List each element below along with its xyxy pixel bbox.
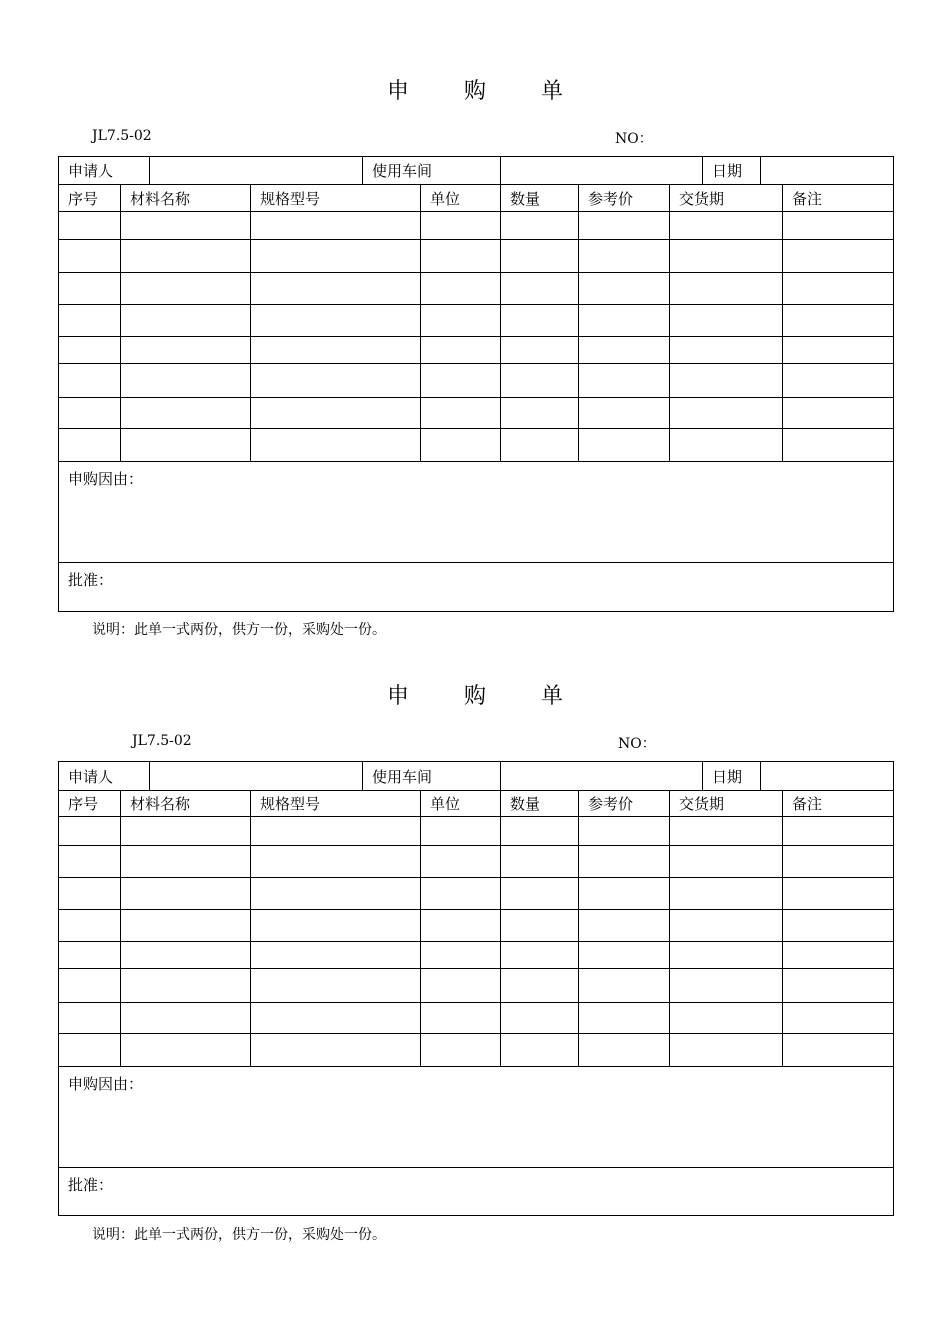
form-title: 申 购 单	[387, 79, 587, 104]
col-header-unit: 单位	[421, 791, 501, 817]
reason-label: 申购因由：	[59, 1067, 894, 1168]
date-label: 日期	[703, 157, 761, 184]
workshop-label: 使用车间	[372, 767, 433, 786]
table-row[interactable]	[59, 942, 894, 969]
table-row[interactable]	[59, 305, 894, 337]
table-row[interactable]	[59, 846, 894, 878]
form-number-label: NO：	[615, 131, 653, 147]
table-row[interactable]	[59, 240, 894, 273]
date-field[interactable]	[761, 157, 894, 184]
col-header-quantity: 数量	[501, 791, 579, 817]
table-row[interactable]	[59, 910, 894, 942]
form-note: 说明：此单一式两份，供方一份，采购处一份。	[92, 1227, 386, 1243]
applicant-field[interactable]	[150, 762, 363, 790]
col-header-remarks: 备注	[783, 185, 894, 212]
table-row[interactable]	[59, 1003, 894, 1034]
request-table	[58, 761, 894, 1216]
request-table	[58, 156, 894, 612]
reason-row[interactable]	[59, 462, 894, 563]
table-row[interactable]	[59, 337, 894, 364]
col-header-material-name: 材料名称	[121, 791, 251, 817]
table-row[interactable]	[59, 212, 894, 240]
date-label: 日期	[703, 762, 761, 790]
col-header-serial: 序号	[59, 185, 121, 212]
form-title: 申 购 单	[387, 684, 587, 709]
applicant-field[interactable]	[150, 157, 363, 184]
col-header-material-name: 材料名称	[121, 185, 251, 212]
col-header-quantity: 数量	[501, 185, 579, 212]
table-row[interactable]	[59, 273, 894, 305]
col-header-reference-price: 参考价	[579, 185, 670, 212]
applicant-label: 申请人	[59, 157, 150, 184]
col-header-reference-price: 参考价	[579, 791, 670, 817]
reason-row[interactable]	[59, 1067, 894, 1168]
table-row[interactable]	[59, 429, 894, 462]
col-header-serial: 序号	[59, 791, 121, 817]
table-row[interactable]	[59, 364, 894, 398]
table-row[interactable]	[59, 398, 894, 429]
col-header-specification: 规格型号	[251, 185, 421, 212]
col-header-remarks: 备注	[783, 791, 894, 817]
header-info-row	[59, 762, 894, 791]
table-row[interactable]	[59, 1034, 894, 1067]
col-header-unit: 单位	[421, 185, 501, 212]
workshop-field[interactable]	[501, 157, 703, 184]
column-header-row	[59, 791, 894, 817]
col-header-delivery-date: 交货期	[670, 185, 783, 212]
approve-label: 批准：	[59, 563, 894, 612]
form-number-label: NO：	[618, 736, 656, 752]
table-row[interactable]	[59, 817, 894, 846]
approve-row[interactable]	[59, 1168, 894, 1216]
applicant-label: 申请人	[59, 762, 150, 790]
workshop-field[interactable]	[501, 762, 703, 790]
form-code: JL7.5-02	[92, 128, 152, 144]
header-info-row	[59, 157, 894, 185]
table-row[interactable]	[59, 878, 894, 910]
col-header-specification: 规格型号	[251, 791, 421, 817]
reason-label: 申购因由：	[59, 462, 894, 563]
form-code: JL7.5-02	[132, 733, 192, 749]
col-header-delivery-date: 交货期	[670, 791, 783, 817]
table-row[interactable]	[59, 969, 894, 1003]
approve-label: 批准：	[59, 1168, 894, 1216]
form-note: 说明：此单一式两份，供方一份，采购处一份。	[92, 622, 386, 638]
workshop-label: 使用车间	[372, 162, 433, 180]
approve-row[interactable]	[59, 563, 894, 612]
date-field[interactable]	[761, 762, 894, 790]
column-header-row	[59, 185, 894, 212]
